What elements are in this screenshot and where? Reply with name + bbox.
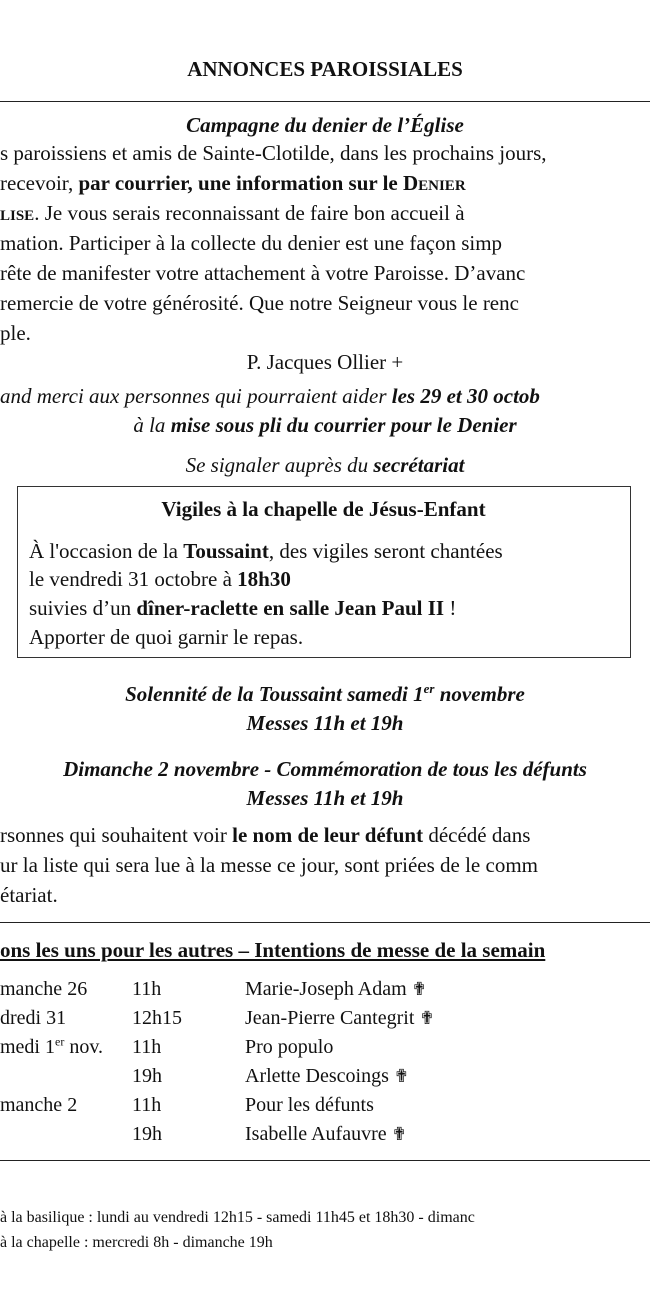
- defunts-para-3: étariat.: [0, 883, 58, 907]
- signature: P. Jacques Ollier +: [246, 350, 404, 374]
- defunts-line-1: Dimanche 2 novembre - Commémoration de tous les défunts: [63, 757, 587, 781]
- cross-icon: ✟: [391, 1124, 407, 1145]
- cross-icon: ✟: [419, 1008, 435, 1029]
- page-title: ANNONCES PAROISSIALES: [187, 57, 463, 81]
- table-row-time: 12h15: [132, 1007, 182, 1029]
- table-row-time: 11h: [132, 1094, 162, 1116]
- vigiles-title: Vigiles à la chapelle de Jésus-Enfant: [161, 497, 486, 521]
- cross-icon: ✟: [393, 1066, 409, 1087]
- table-row-time: 11h: [132, 1036, 162, 1058]
- divider-top: [0, 101, 650, 102]
- table-row-name: Pour les défunts: [245, 1094, 374, 1116]
- table-row-name: Arlette Descoings ✟: [245, 1065, 409, 1087]
- contact-line: Se signaler auprès du secrétariat: [185, 453, 465, 477]
- cross-icon: ✟: [411, 979, 427, 1000]
- defunts-para-2: ur la liste qui sera lue à la messe ce jour, sont priées de le comm: [0, 853, 538, 877]
- table-row-day: medi 1er nov.: [0, 1034, 104, 1058]
- vigiles-line-2: le vendredi 31 octobre à 18h30: [29, 567, 291, 591]
- vigiles-line-4: Apporter de quoi garnir le repas.: [29, 625, 304, 649]
- denier-line-2: recevoir, par courrier, une information sur le Denier: [0, 171, 466, 195]
- table-row-name: Jean-Pierre Cantegrit ✟: [245, 1007, 435, 1029]
- vigiles-line-3: suivies d’un dîner-raclette en salle Jean Paul II !: [29, 596, 457, 620]
- vigiles-line-1: À l'occasion de la Toussaint, des vigiles seront chantées: [29, 539, 503, 563]
- table-row-time: 19h: [132, 1123, 162, 1145]
- table-row-name: Marie-Joseph Adam ✟: [245, 978, 427, 1000]
- denier-heading: Campagne du denier de l’Église: [186, 113, 464, 137]
- table-row-day: dredi 31: [0, 1007, 67, 1029]
- table-row-time: 19h: [132, 1065, 162, 1087]
- divider-bottom: [0, 1160, 650, 1161]
- footer-line-1: à la basilique : lundi au vendredi 12h15 - samedi 11h45 et 18h30 - dimanc: [0, 1209, 475, 1226]
- defunts-para-1: rsonnes qui souhaitent voir le nom de leur défunt décédé dans: [0, 823, 531, 847]
- table-row-name: Isabelle Aufauvre ✟: [245, 1123, 407, 1145]
- footer-line-2: à la chapelle : mercredi 8h - dimanche 19h: [0, 1234, 273, 1251]
- thanks-line-2: à la mise sous pli du courrier pour le Denier: [133, 413, 517, 437]
- denier-line-4: mation. Participer à la collecte du denier est une façon simp: [0, 231, 503, 255]
- divider-intentions: [0, 922, 650, 923]
- toussaint-line-2: Messes 11h et 19h: [246, 711, 404, 735]
- denier-line-5: rête de manifester votre attachement à votre Paroisse. D’avanc: [0, 261, 526, 285]
- defunts-line-2: Messes 11h et 19h: [246, 786, 404, 810]
- denier-line-6: remercie de votre générosité. Que notre Seigneur vous le renc: [0, 291, 519, 315]
- toussaint-line-1: Solennité de la Toussaint samedi 1er novembre: [125, 681, 525, 706]
- table-row-day: manche 2: [0, 1094, 78, 1116]
- vigiles-box: [17, 486, 631, 658]
- intentions-heading: ons les uns pour les autres – Intentions de messe de la semain: [0, 938, 546, 962]
- denier-line-3: lise. Je vous serais reconnaissant de faire bon accueil à: [0, 201, 465, 225]
- table-row-name: Pro populo: [245, 1036, 334, 1058]
- table-row-time: 11h: [132, 978, 162, 1000]
- denier-line-7: ple.: [0, 321, 31, 345]
- denier-line-1: s paroissiens et amis de Sainte-Clotilde, dans les prochains jours,: [0, 141, 547, 165]
- table-row-day: manche 26: [0, 978, 88, 1000]
- thanks-line-1: and merci aux personnes qui pourraient aider les 29 et 30 octob: [0, 384, 540, 408]
